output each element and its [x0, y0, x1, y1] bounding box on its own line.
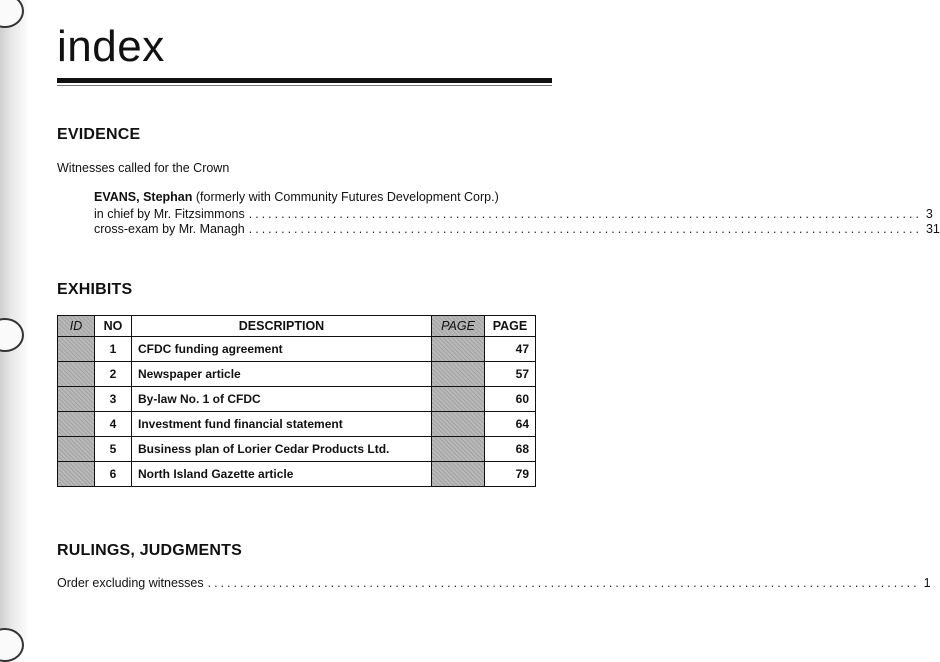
- dot-leader: ........................................................................................................: [248, 222, 922, 236]
- table-row: [58, 412, 536, 437]
- table-header-row: [58, 316, 536, 337]
- page-title: index: [57, 22, 165, 71]
- table-row: [58, 337, 536, 362]
- witness-note: (formerly with Community Futures Development Corp.): [192, 190, 499, 204]
- evidence-entry: [94, 207, 933, 221]
- description-cell: CFDC funding agreement: [132, 337, 432, 362]
- page-cell: 47: [485, 337, 536, 362]
- title-rule: [57, 78, 552, 83]
- rulings-entry: [57, 576, 931, 590]
- entry-label: in chief by Mr. Fitzsimmons: [94, 207, 245, 221]
- no-cell: 2: [95, 362, 132, 387]
- description-cell: Business plan of Lorier Cedar Products Ltd.: [132, 437, 432, 462]
- col-description-header: DESCRIPTION: [132, 316, 432, 337]
- table-row: [58, 362, 536, 387]
- entry-page: 31: [925, 222, 940, 236]
- col-page-header: PAGE: [485, 316, 536, 337]
- no-cell: 6: [95, 462, 132, 487]
- col-id-page-header: PAGE: [432, 316, 485, 337]
- no-cell: 5: [95, 437, 132, 462]
- table-row: [58, 437, 536, 462]
- evidence-subheading: Witnesses called for the Crown: [57, 161, 230, 175]
- entry-page: 3: [925, 207, 933, 221]
- dot-leader: ..............................................................................................................: [207, 576, 920, 590]
- evidence-entry: [94, 222, 940, 236]
- title-rule-thin: [57, 85, 552, 86]
- entry-label: Order excluding witnesses: [57, 576, 204, 590]
- col-id-header: ID: [58, 316, 95, 337]
- exhibits-table: [57, 315, 536, 487]
- col-no-header: NO: [95, 316, 132, 337]
- id-cell: [58, 362, 95, 387]
- page-cell: 64: [485, 412, 536, 437]
- page-cell: 60: [485, 387, 536, 412]
- no-cell: 3: [95, 387, 132, 412]
- no-cell: 1: [95, 337, 132, 362]
- witness-name: EVANS, Stephan: [94, 190, 193, 204]
- page-cell: 68: [485, 437, 536, 462]
- description-cell: Investment fund financial statement: [132, 412, 432, 437]
- witness-line: [94, 190, 499, 204]
- id-cell: [58, 437, 95, 462]
- table-row: [58, 462, 536, 487]
- dot-leader: ........................................................................................................: [248, 207, 922, 221]
- evidence-heading: EVIDENCE: [57, 126, 141, 143]
- id-page-cell: [432, 362, 485, 387]
- no-cell: 4: [95, 412, 132, 437]
- page-cell: 79: [485, 462, 536, 487]
- id-page-cell: [432, 412, 485, 437]
- id-page-cell: [432, 462, 485, 487]
- id-cell: [58, 337, 95, 362]
- id-cell: [58, 387, 95, 412]
- id-page-cell: [432, 437, 485, 462]
- table-row: [58, 387, 536, 412]
- exhibits-heading: EXHIBITS: [57, 281, 133, 298]
- id-cell: [58, 462, 95, 487]
- description-cell: North Island Gazette article: [132, 462, 432, 487]
- id-cell: [58, 412, 95, 437]
- description-cell: Newspaper article: [132, 362, 432, 387]
- description-cell: By-law No. 1 of CFDC: [132, 387, 432, 412]
- id-page-cell: [432, 337, 485, 362]
- page-cell: 57: [485, 362, 536, 387]
- rulings-heading: RULINGS, JUDGMENTS: [57, 542, 242, 559]
- entry-page: 1: [923, 576, 931, 590]
- entry-label: cross-exam by Mr. Managh: [94, 222, 245, 236]
- id-page-cell: [432, 387, 485, 412]
